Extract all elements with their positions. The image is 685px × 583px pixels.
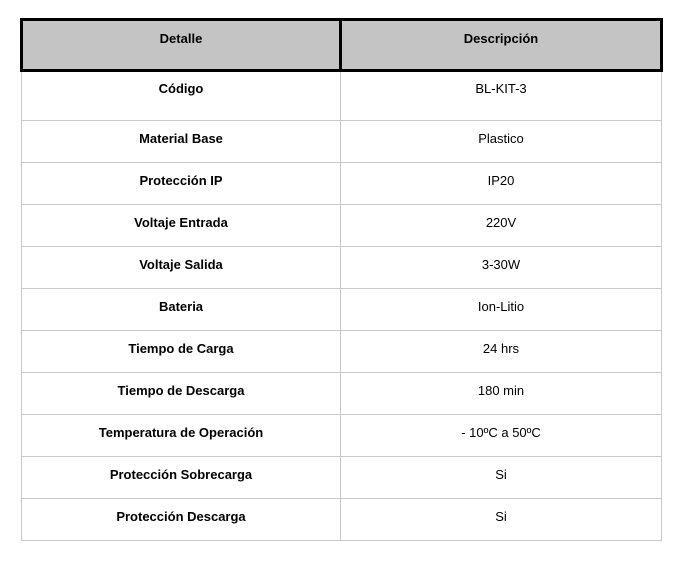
detail-cell: Código (22, 71, 341, 121)
description-cell: 24 hrs (341, 331, 662, 373)
table-row (22, 163, 662, 205)
table-row (22, 499, 662, 541)
detail-cell: Temperatura de Operación (22, 415, 341, 457)
detail-cell: Tiempo de Descarga (22, 373, 341, 415)
table-row (22, 205, 662, 247)
table-row (22, 289, 662, 331)
detail-cell: Tiempo de Carga (22, 331, 341, 373)
detail-cell: Protección Sobrecarga (22, 457, 341, 499)
table-row (22, 71, 662, 121)
detail-cell: Material Base (22, 121, 341, 163)
description-cell: Si (341, 457, 662, 499)
detail-cell: Voltaje Entrada (22, 205, 341, 247)
detail-cell: Protección IP (22, 163, 341, 205)
description-cell: Plastico (341, 121, 662, 163)
table-body (22, 71, 662, 541)
table-row (22, 247, 662, 289)
header-row (22, 20, 662, 71)
description-cell: 220V (341, 205, 662, 247)
description-cell: 3-30W (341, 247, 662, 289)
table-row (22, 121, 662, 163)
table-row (22, 331, 662, 373)
description-cell: BL-KIT-3 (341, 71, 662, 121)
description-cell: Si (341, 499, 662, 541)
detail-cell: Bateria (22, 289, 341, 331)
description-cell: Ion-Litio (341, 289, 662, 331)
table-row (22, 457, 662, 499)
description-cell: - 10ºC a 50ºC (341, 415, 662, 457)
spec-table (20, 18, 663, 541)
table-header (22, 20, 662, 71)
detail-cell: Voltaje Salida (22, 247, 341, 289)
table-row (22, 373, 662, 415)
header-detalle: Detalle (22, 20, 341, 71)
table-row (22, 415, 662, 457)
description-cell: 180 min (341, 373, 662, 415)
description-cell: IP20 (341, 163, 662, 205)
detail-cell: Protección Descarga (22, 499, 341, 541)
header-descripcion: Descripción (341, 20, 662, 71)
